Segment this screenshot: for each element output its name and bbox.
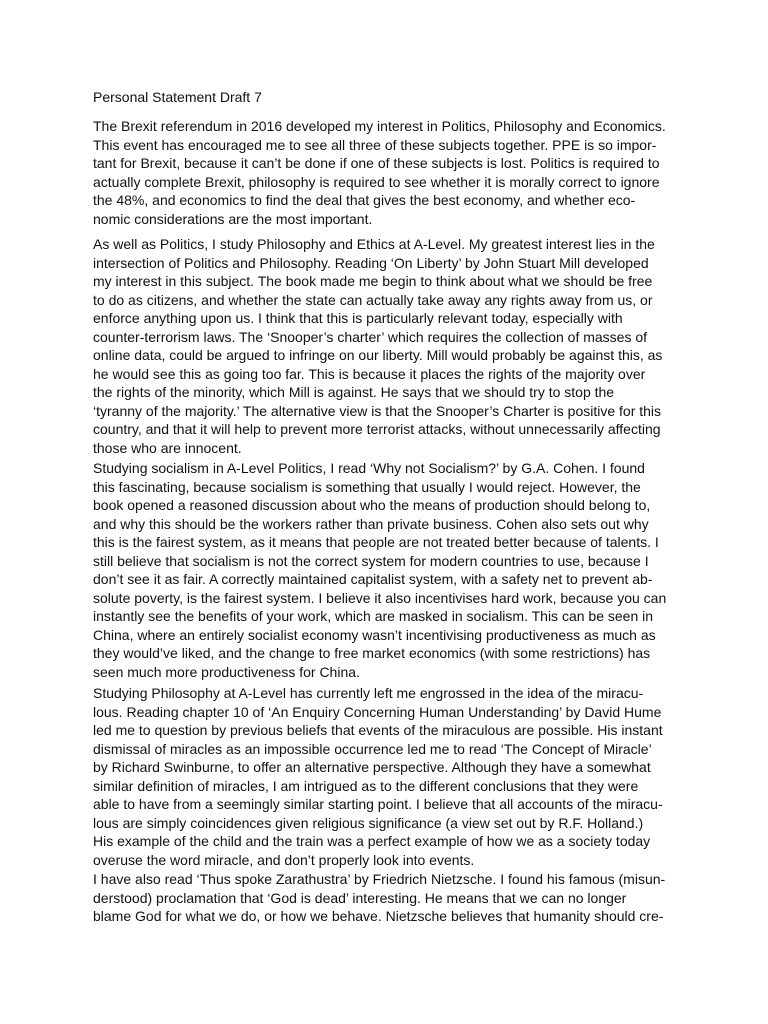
paragraph-miracles: Studying Philosophy at A-Level has currently left me engrossed in the idea of the miracu- lous. Reading chapter 10 of ‘An Enquiry Concerning Human Understanding’ by David Hume led me to question by previous beliefs that events of the miraculous are possible. His instant dismissal of miracles as an impossible occurrence led me to read ‘The Concept of Miracle’ by Richard Swinburne, to offer an alternative perspective. Although they have a somewhat similar definition of miracles, I am intrigued as to the different conclusions that they were able to have from a seemingly similar starting point. I believe that all accounts of the miracu- lous are simply coincidences given religious significance (a view set out by R.F. Holland.) His example of the child and the train was a perfect example of how we as a society today overuse the word miracle, and don’t properly look into events. xyxy=(93,685,663,868)
document-title: Personal Statement Draft 7 xyxy=(93,89,262,105)
paragraph-brexit: The Brexit referendum in 2016 developed my interest in Politics, Philosophy and Economics. This event has encouraged me to see all three of these subjects together. PPE is so impor- tant for Brexit, because it can’t be done if one of these subjects is lost. Politics is required to actually complete Brexit, philosophy is required to see whether it is morally correct to ignore the 48%, and economics to find the deal that gives the best economy, and whether eco- nomic considerations are the most important. xyxy=(93,118,666,227)
paragraph-on-liberty: As well as Politics, I study Philosophy and Ethics at A-Level. My greatest interest lies in the intersection of Politics and Philosophy. Reading ‘On Liberty’ by John Stuart Mill developed my interest in this subject. The book made me begin to think about what we should be free to do as citizens, and whether the state can actually take away any rights away from us, or enforce anything upon us. I think that this is particularly relevant today, especially with counter-terrorism laws. The ‘Snooper’s charter’ which requires the collection of masses of online data, could be argued to infringe on our liberty. Mill would probably be against this, as he would see this as going too far. This is because it places the rights of the majority over the rights of the minority, which Mill is against. He says that we should try to stop the ‘tyranny of the majority.’ The alternative view is that the Snooper’s Charter is positive for this country, and that it will help to prevent more terrorist attacks, without unnecessarily affecting those who are innocent. xyxy=(93,236,663,456)
paragraph-socialism: Studying socialism in A-Level Politics, I read ‘Why not Socialism?’ by G.A. Cohen. I found this fascinating, because socialism is something that usually I would reject. However, the book opened a reasoned discussion about who the means of production should belong to, and why this should be the workers rather than private business. Cohen also sets out why this is the fairest system, as it means that people are not treated better because of talents. I still believe that socialism is not the correct system for modern countries to use, because I don’t see it as fair. A correctly maintained capitalist system, with a safety net to prevent ab- solute poverty, is the fairest system. I believe it also incentivises hard work, because you can instantly see the benefits of your work, which are masked in socialism. This can be seen in China, where an entirely socialist economy wasn’t incentivising productiveness as much as they would’ve liked, and the change to free market economics (with some restrictions) has seen much more productiveness for China. xyxy=(93,460,667,680)
paragraph-nietzsche: I have also read ‘Thus spoke Zarathustra’ by Friedrich Nietzsche. I found his famous (misun- derstood) proclamation that ‘God is dead’ interesting. He means that we can no longer blame God for what we do, or how we behave. Nietzsche believes that humanity should cre- xyxy=(93,871,666,924)
